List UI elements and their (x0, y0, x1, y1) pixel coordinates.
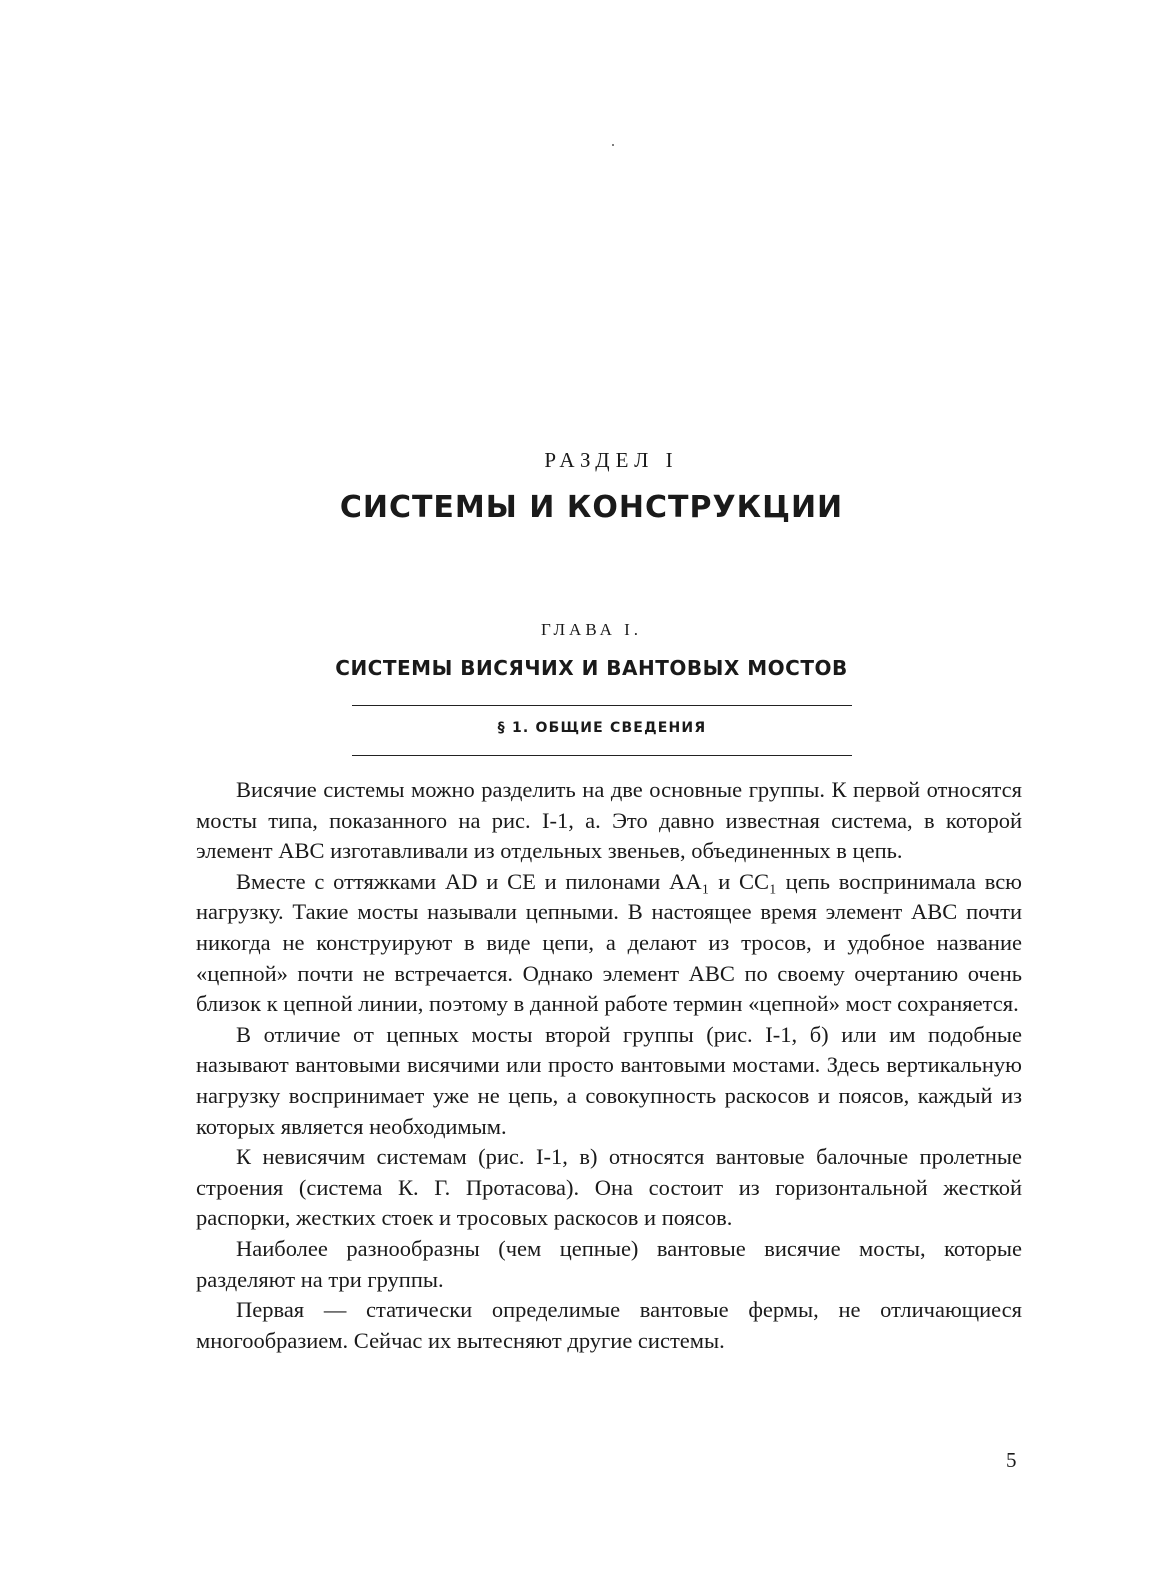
paragraph-heading: § 1. ОБЩИЕ СВЕДЕНИЯ (497, 720, 707, 736)
chapter-title: СИСТЕМЫ ВИСЯЧИХ И ВАНТОВЫХ МОСТОВ (335, 656, 848, 680)
body-paragraph: В отличие от цепных мосты второй группы (рис. I-1, б) или им подобные называют вантовыми висячими или просто вантовыми мостами. Здесь вертикальную нагрузку воспринимает уже не цепь, а совокупность раскосов и поясов, каждый из которых является необходимым. (196, 1021, 1022, 1139)
heading-rule-top (352, 705, 852, 706)
body-paragraph: Наиболее разнообразны (чем цепные) вантовые висячие мосты, которые разделяют на три группы. (196, 1235, 1022, 1292)
heading-rule-bottom (352, 755, 852, 756)
body-paragraph: Вместе с оттяжками AD и CE и пилонами AA₁ и CC₁ цепь воспринимала всю нагрузку. Такие мосты называли цепными. В настоящее время элемент ABC почти никогда не конструируют в виде цепи, а делают из тросов, и удобное название «цепной» почти не встречается. Однако элемент ABC по своему очертанию очень близок к цепной линии, поэтому в данной работе термин «цепной» мост сохраняется. (196, 868, 1022, 1017)
body-paragraph: Первая — статически определимые вантовые фермы, не отличающиеся многообразием. Сейчас их вытесняют другие системы. (196, 1297, 1022, 1353)
section-title: СИСТЕМЫ И КОНСТРУКЦИИ (339, 490, 844, 525)
section-label: РАЗДЕЛ I (544, 448, 679, 472)
body-paragraph: К невисячим системам (рис. I-1, в) относятся вантовые балочные пролетные строения (система К. Г. Протасова). Она состоит из горизонтальной жесткой распорки, жестких стоек и тросовых раскосов и поясов. (196, 1144, 1022, 1231)
scan-speck (612, 144, 614, 146)
body-text (196, 775, 1022, 1356)
body-paragraph: Висячие системы можно разделить на две основные группы. К первой относятся мосты типа, показанного на рис. I-1, а. Это давно известная система, в которой элемент ABC изготавливали из отдельных звеньев, объединенных в цепь. (196, 777, 1022, 864)
page-number: 5 (1006, 1448, 1017, 1472)
chapter-label: ГЛАВА I. (540, 620, 643, 639)
